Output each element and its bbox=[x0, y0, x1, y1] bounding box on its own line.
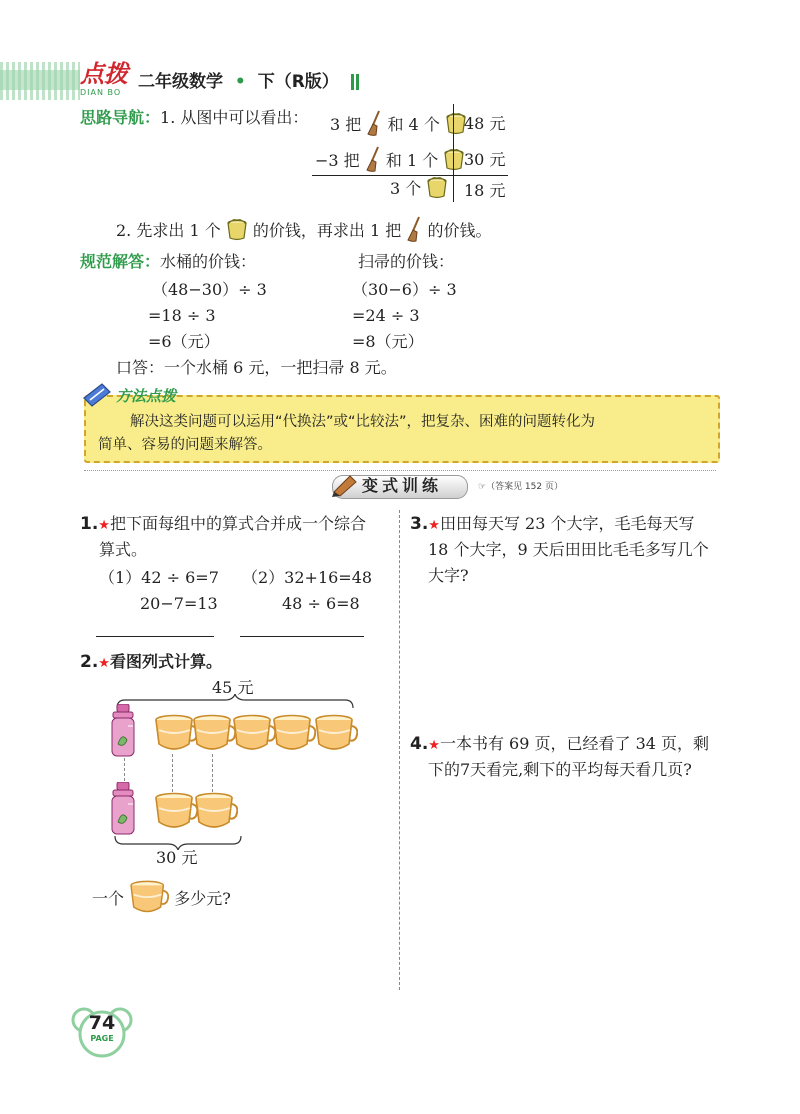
tip-line1: 解决这类问题可以运用“代换法”或“比较法”，把复杂、困难的问题转化为 bbox=[130, 414, 596, 430]
header-dot: • bbox=[234, 72, 246, 92]
solution-label: 规范解答： bbox=[80, 252, 161, 271]
column-divider bbox=[399, 510, 400, 990]
solution-left-l3: =6（元） bbox=[148, 332, 220, 351]
page-word: PAGE bbox=[90, 1034, 114, 1043]
solution-answer: 口答：一个水桶 6 元，一把扫帚 8 元。 bbox=[116, 358, 397, 377]
logo-sub: DIAN BO bbox=[80, 88, 122, 97]
q1-b2: 48 ÷ 6=8 bbox=[282, 594, 360, 613]
q3-number: 3. bbox=[410, 514, 429, 534]
header-bars bbox=[351, 74, 354, 90]
think-divider bbox=[453, 104, 454, 202]
logo-text: 点拨 bbox=[80, 60, 128, 88]
compare-line-2 bbox=[172, 754, 173, 792]
think-row2-left: −3 把 和 1 个 bbox=[315, 146, 465, 173]
q2-number: 2. bbox=[80, 652, 99, 672]
solution-left-l2: =18 ÷ 3 bbox=[148, 306, 216, 325]
bucket-icon bbox=[426, 177, 448, 199]
q3-line2: 18 个大字，9 天后田田比毛毛多写几个 bbox=[428, 540, 709, 559]
pencil-icon bbox=[330, 472, 360, 498]
cup-icon bbox=[272, 714, 316, 754]
star-icon: ★ bbox=[98, 518, 110, 533]
think-row1-left: 3 把 和 4 个 bbox=[330, 110, 467, 137]
q3-line3: 大字? bbox=[428, 566, 469, 585]
broom-icon bbox=[366, 110, 382, 136]
star-icon: ★ bbox=[428, 738, 440, 753]
q2-top-total: 45 元 bbox=[212, 678, 254, 697]
cup-icon bbox=[232, 714, 276, 754]
header-grade: 二年级数学 bbox=[138, 72, 223, 92]
practice-title: 变式训练 bbox=[362, 476, 443, 495]
tip-line2: 简单、容易的问题来解答。 bbox=[98, 437, 272, 453]
thermos-icon bbox=[110, 782, 136, 836]
solution-right-l2: =24 ÷ 3 bbox=[352, 306, 420, 325]
cup-icon bbox=[314, 714, 358, 754]
cup-icon bbox=[154, 792, 198, 832]
q2-line: 2.★看图列式计算。 bbox=[80, 652, 222, 672]
q1-a2: 20−7=13 bbox=[140, 594, 218, 613]
section-separator bbox=[84, 470, 716, 471]
solution-left-l1: （48−30）÷ 3 bbox=[152, 280, 267, 299]
tip-title: 方法点拨 bbox=[116, 387, 177, 405]
header-green-bar bbox=[0, 70, 80, 90]
cup-icon bbox=[129, 880, 169, 916]
ruler-icon bbox=[80, 380, 114, 410]
star-icon: ★ bbox=[428, 518, 440, 533]
q3-line1: 3.★田田每天写 23 个大字，毛毛每天写 bbox=[410, 514, 695, 534]
think-row3-left: 3 个 bbox=[390, 177, 448, 201]
think-label: 思路导航： bbox=[80, 108, 161, 127]
q1-answer-line-2 bbox=[240, 636, 364, 637]
q1-a1: （1）42 ÷ 6=7 bbox=[99, 568, 219, 587]
compare-line-3 bbox=[212, 754, 213, 792]
q2-bottom-total: 30 元 bbox=[156, 848, 198, 867]
q4-number: 4. bbox=[410, 734, 429, 754]
q4-line2: 下的7天看完,剩下的平均每天看几页? bbox=[428, 760, 692, 779]
think-section bbox=[80, 106, 308, 130]
star-icon: ★ bbox=[98, 656, 110, 671]
header-title-row bbox=[138, 70, 359, 94]
cup-icon bbox=[192, 714, 236, 754]
practice-ref: ☞（答案见 152 页） bbox=[478, 482, 563, 492]
solution-left-title: 水桶的价钱： bbox=[160, 252, 257, 271]
solution-right-l1: （30−6）÷ 3 bbox=[352, 280, 457, 299]
q1-line2: 算式。 bbox=[99, 540, 148, 559]
think-line1: 1. 从图中可以看出： bbox=[160, 108, 309, 127]
think-subtract-line bbox=[312, 175, 508, 176]
thermos-icon bbox=[110, 704, 136, 758]
solution-label-row bbox=[80, 250, 256, 274]
page-number: 74 bbox=[88, 1012, 116, 1034]
q1-line1: 1.★把下面每组中的算式合并成一个综合 bbox=[80, 514, 366, 534]
q1-answer-line-1 bbox=[96, 636, 214, 637]
top-brace bbox=[115, 694, 355, 710]
q1-number: 1. bbox=[80, 514, 99, 534]
q2-question: 一个 多少元? bbox=[92, 880, 231, 916]
header-edition: 下（R版） bbox=[257, 72, 339, 92]
solution-right-l3: =8（元） bbox=[352, 332, 424, 351]
think-row3-right: 18 元 bbox=[464, 181, 506, 200]
think-line2: 2. 先求出 1 个 的价钱，再求出 1 把 的价钱。 bbox=[116, 216, 491, 243]
broom-icon bbox=[406, 216, 422, 242]
q4-line1: 4.★一本书有 69 页，已经看了 34 页，剩 bbox=[410, 734, 710, 754]
cup-icon bbox=[194, 792, 238, 832]
logo bbox=[80, 60, 132, 100]
tip-icon bbox=[80, 380, 114, 414]
think-row2-right: 30 元 bbox=[464, 150, 506, 169]
broom-icon bbox=[365, 146, 381, 172]
bucket-icon bbox=[443, 149, 465, 171]
q1-b1: （2）32+16=48 bbox=[242, 568, 373, 587]
bucket-icon bbox=[226, 219, 248, 241]
think-row1-right: 48 元 bbox=[464, 114, 506, 133]
solution-right-title: 扫帚的价钱： bbox=[358, 252, 455, 271]
